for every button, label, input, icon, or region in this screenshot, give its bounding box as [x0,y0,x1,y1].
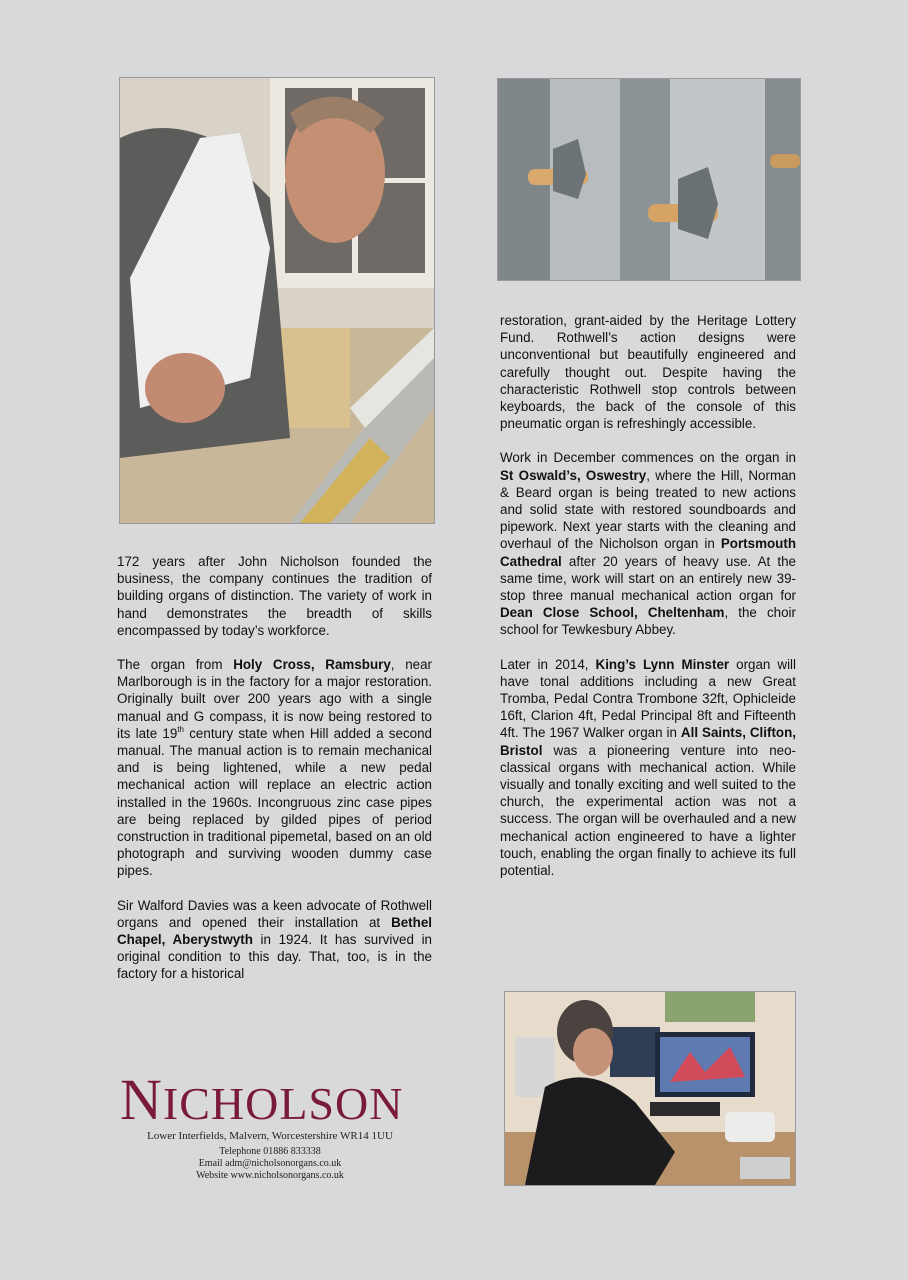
office-computer-photo [504,991,796,1186]
left-text-column [117,553,432,1000]
bethel-chapel-paragraph: Sir Walford Davies was a keen advocate of Rothwell organs and opened their installation at Bethel Chapel, Aberystwyth in 1924. It has survived in original condition to this day. That, too, is in the factory for a historical [117,897,433,982]
restoration-paragraph: restoration, grant-aided by the Heritage Lottery Fund. Rothwell’s action designs were unconventional but beautifully engineered and carefully thought out. Despite having the characteristic Rothwell stop controls between keyboards, the back of the console of this pneumatic organ is refreshingly accessible. [500,313,796,432]
website: Website www.nicholsonorgans.co.uk [196,1170,344,1181]
contact-details [100,1146,440,1182]
email: Email adm@nicholsonorgans.co.uk [198,1158,342,1169]
intro-paragraph: 172 years after John Nicholson founded the business, the company continues the tradition of building organs of distinction. The variety of work in hand demonstrates the breadth of skills encompassed by today’s workforce. [117,554,432,638]
craftsman-photo [119,77,435,524]
kings-lynn-paragraph: Later in 2014, King’s Lynn Minster organ will have tonal additions including a new Great Tromba, Pedal Contra Trombone 32ft, Ophicleide 16ft, Clarion 4ft, Pedal Principal 8ft and Fifteenth 4ft. The 1967 Walker organ in All Saints, Clifton, Bristol was a pioneering venture into neo-classical organs with mechanical action. While visually and tonally exciting and well suited to the church, the experimental action was not a success. The organ will be overhauled and a new mechanical action engineered to have a lighter touch, enabling the organ finally to achieve its full potential. [500,656,796,879]
organ-pipes-photo [497,78,801,281]
nicholson-logo: NICHOLSON [120,1067,404,1132]
telephone: Telephone 01886 833338 [219,1146,321,1157]
holy-cross-paragraph: The organ from Holy Cross, Ramsbury, near Marlborough is in the factory for a major restoration. Originally built over 200 years ago with a single manual and G compass, it is now being restored to its late 19th century state when Hill added a second manual. The manual action is to remain mechanical and is being lightened, while a new pedal mechanical action will replace an electric action installed in the 1960s. Incongruous zinc case pipes are being replaced by gilded pipes of period construction in traditional pipemetal, based on an old photograph and surviving wooden dummy case pipes. [117,657,432,879]
upcoming-work-paragraph: Work in December commences on the organ in St Oswald’s, Oswestry, where the Hill, Norman & Beard organ is being treated to new actions and solid state with restored soundboards and pipework. Next year starts with the cleaning and overhaul of the Nicholson organ in Portsmouth Cathedral after 20 years of heavy use. At the same time, work will start on an entirely new 39-stop three manual mechanical action organ for Dean Close School, Cheltenham, the choir school for Tewkesbury Abbey. [500,450,796,638]
right-text-column [500,312,796,896]
postal-address: Lower Interfields, Malvern, Worcestershire WR14 1UU [147,1130,393,1142]
